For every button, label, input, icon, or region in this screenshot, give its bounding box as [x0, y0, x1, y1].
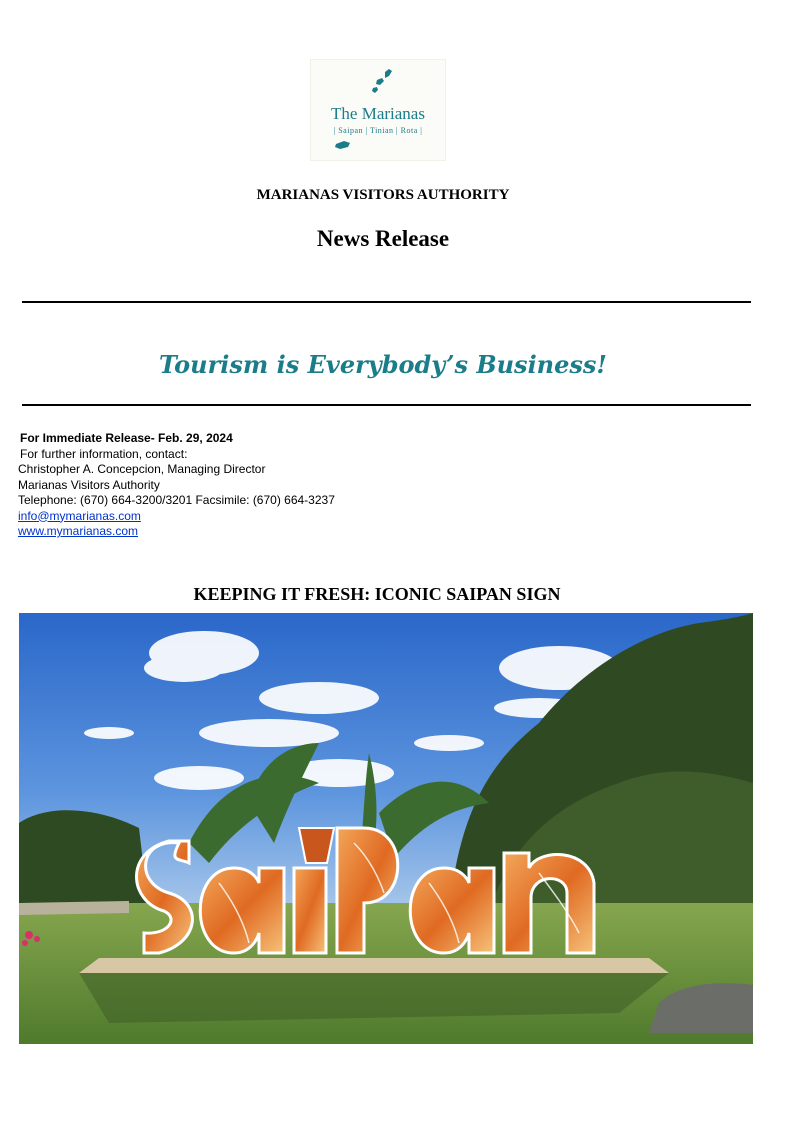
website-link[interactable]: www.mymarianas.com: [18, 524, 139, 538]
saipan-sign-photo: [19, 613, 753, 1044]
contact-organization: Marianas Visitors Authority: [18, 477, 160, 492]
logo-islands: | Saipan | Tinian | Rota |: [333, 126, 423, 135]
further-info-label: For further information, contact:: [20, 446, 188, 461]
contact-name: Christopher A. Concepcion, Managing Director: [18, 462, 266, 476]
release-date: For Immediate Release- Feb. 29, 2024: [20, 431, 233, 445]
email-link[interactable]: info@mymarianas.com: [18, 508, 141, 523]
logo-title: The Marianas: [331, 104, 425, 123]
contact-phones: Telephone: (670) 664-3200/3201 Facsimile: (670) 664-3237: [18, 493, 335, 507]
tagline: Tourism is Everybody’s Business!: [159, 350, 607, 379]
divider-top: [22, 301, 751, 303]
marianas-logo: [311, 60, 445, 160]
divider-bottom: [22, 404, 751, 406]
contact-block: [18, 431, 335, 540]
release-type: News Release: [316, 226, 450, 251]
organization-name: MARIANAS VISITORS AUTHORITY: [256, 187, 510, 203]
article-headline: KEEPING IT FRESH: ICONIC SAIPAN SIGN: [193, 584, 561, 604]
